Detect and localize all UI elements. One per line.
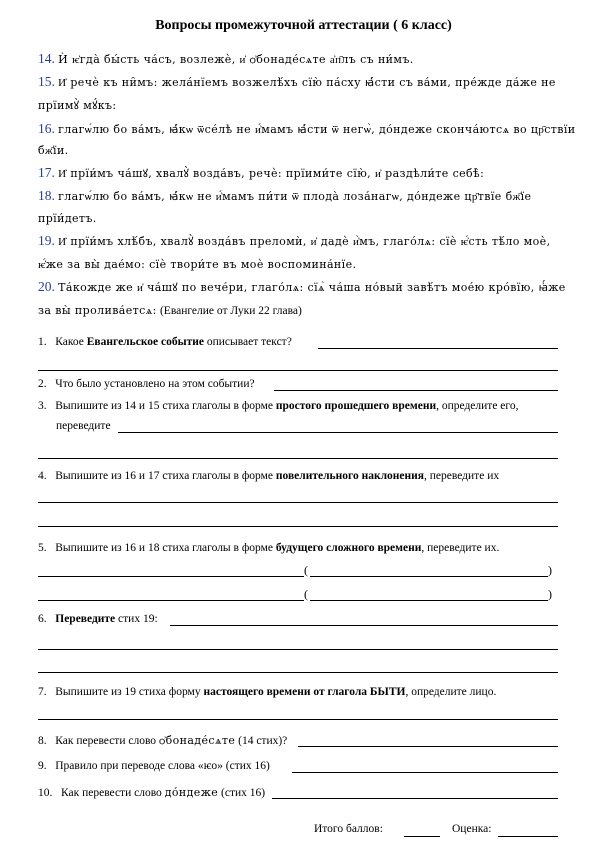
verse-16 xyxy=(38,122,578,137)
grade-field[interactable] xyxy=(498,836,558,837)
question-text: Что было установлено на этом событии? xyxy=(55,378,255,390)
verse-18 xyxy=(38,189,578,204)
verse-number: 17. xyxy=(38,165,55,180)
question-number: 4. xyxy=(38,470,47,482)
verse-18-cont xyxy=(38,211,578,226)
translation-line[interactable] xyxy=(310,600,548,601)
verse-text: прїимꙋ̀ мꙋ́къ: xyxy=(38,99,117,112)
verse-20-cont xyxy=(38,303,578,318)
question-text: Правило при переводе слова «ѥо» (стих 16) xyxy=(55,760,270,772)
verse-20 xyxy=(38,280,578,295)
answer-line[interactable] xyxy=(318,348,558,349)
verse-text: ѥ҆́же за вы̀ дае́мо: сїѐ твори́те въ моѐ воспомина́нїе. xyxy=(38,258,357,271)
open-paren: ( xyxy=(304,563,308,577)
question-text: , определите его, xyxy=(436,400,519,412)
question-text: , переведите их xyxy=(424,470,500,482)
question-emphasis: Евангельское событие xyxy=(86,336,204,348)
answer-line[interactable] xyxy=(274,390,558,391)
question-number: 3. xyxy=(38,400,47,412)
answer-line[interactable] xyxy=(38,719,558,720)
question-emphasis: повелительного наклонения xyxy=(275,470,424,482)
question-3-cont xyxy=(56,420,111,432)
answer-line[interactable] xyxy=(38,458,558,459)
verse-number: 15. xyxy=(38,74,55,89)
verse-number: 20. xyxy=(38,279,55,294)
answer-line[interactable] xyxy=(298,746,558,747)
question-10 xyxy=(38,786,265,799)
answer-line[interactable] xyxy=(292,772,558,773)
open-paren: ( xyxy=(304,587,308,601)
question-9 xyxy=(38,760,270,772)
question-text: (14 стих)? xyxy=(235,735,288,747)
answer-line[interactable] xyxy=(38,502,558,503)
total-score-field[interactable] xyxy=(404,836,440,837)
verse-16-cont xyxy=(38,143,578,158)
verse-number: 14. xyxy=(38,51,55,66)
question-number: 1. xyxy=(38,336,47,348)
verse-14 xyxy=(38,52,578,67)
close-paren: ) xyxy=(548,563,552,577)
question-text: описывает текст? xyxy=(204,336,292,348)
question-7 xyxy=(38,686,496,698)
question-5 xyxy=(38,542,499,554)
question-text: Выпишите из 16 и 18 стиха глаголы в форме xyxy=(55,542,276,554)
answer-line[interactable] xyxy=(38,649,558,650)
translation-line[interactable] xyxy=(310,576,548,577)
question-number: 5. xyxy=(38,542,47,554)
total-score-label: Итого баллов: xyxy=(314,823,383,835)
question-number: 9. xyxy=(38,760,47,772)
question-number: 7. xyxy=(38,686,47,698)
verse-text: И҆ прїи́мъ ча́шꙋ, хвалꙋ̀ возда́въ, речѐ: прїими́те сїю̀, и҆ раздѣли́те себѣ̀: xyxy=(58,167,485,180)
question-emphasis: простого прошедшего времени xyxy=(275,400,437,412)
question-text: переведите xyxy=(56,420,111,432)
verse-17 xyxy=(38,166,578,181)
verse-text: бж҃їи. xyxy=(38,144,69,157)
question-text: Выпишите из 14 и 15 стиха глаголы в форме xyxy=(55,400,276,412)
verse-number: 19. xyxy=(38,233,55,248)
verse-text: за вы̀ пролива́етсѧ: xyxy=(38,304,157,317)
question-8 xyxy=(38,734,287,747)
question-3 xyxy=(38,400,518,412)
question-text: Выпишите из 19 стиха форму xyxy=(55,686,204,698)
verse-19-cont xyxy=(38,257,578,272)
verse-text: И҆ речѐ къ ни̑мъ: жела́нїемъ возжелѣ́хъ сїю̀ па́сху ꙗ҆́сти съ ва́ми, пре́жде да́же не xyxy=(58,76,556,89)
answer-line[interactable] xyxy=(38,600,304,601)
answer-line[interactable] xyxy=(38,526,558,527)
answer-line[interactable] xyxy=(38,370,558,371)
verse-number: 18. xyxy=(38,188,55,203)
question-text: , переведите их. xyxy=(421,542,500,554)
question-text: Как перевести слово xyxy=(61,787,165,799)
verse-text: Та́кожде же и҆ ча́шꙋ по вече́ри, глаго́лѧ: сїѧ̀ ча́ша но́вый завѣ́тъ мое́ю кро́вїю, ꙗ҆́же xyxy=(58,281,566,294)
verse-text: Ѝ ѥ҆гда̀ бы́сть ча́съ, возлежѐ, и҆ ѻ҆бонаде́сѧте а҆п҃лъ съ ни́мъ. xyxy=(58,53,414,66)
answer-line[interactable] xyxy=(272,798,558,799)
question-number: 8. xyxy=(38,735,47,747)
verse-text: глагѡ́лю бо ва́мъ, ꙗ҆́кѡ ѿсе́лѣ не и҆́мамъ ꙗ҆́сти ѿ негѡ̀, до́ндеже сконча́ютсѧ во цр҃ствїи xyxy=(58,123,576,136)
church-slavonic-word: ѻ҆бонаде́сѧте xyxy=(158,734,236,747)
question-1 xyxy=(38,336,292,348)
answer-line[interactable] xyxy=(170,625,558,626)
grade-label: Оценка: xyxy=(452,823,492,835)
verse-text: И҆ прїи́мъ хлѣ́бъ, хвалꙋ̀ возда́въ преломѝ, и҆ дадѐ и҆̀мъ, глаго́лѧ: сїѐ ѥ҆́сть тѣ́ло моѐ, xyxy=(58,235,551,248)
verse-19 xyxy=(38,234,578,249)
page-title: Вопросы промежуточной аттестации ( 6 класс) xyxy=(155,18,452,33)
verse-15 xyxy=(38,75,578,90)
verse-source: (Евангелие от Луки 22 глава) xyxy=(159,305,302,317)
question-text: Выпишите из 16 и 17 стиха глаголы в форме xyxy=(55,470,276,482)
question-number: 2. xyxy=(38,378,47,390)
verse-text: глагѡ́лю бо ва́мъ, ꙗ҆́кѡ не и҆́мамъ пи́ти ѿ плода̀ лоза́нагѡ, до́ндеже цр҃твїе бж҃їе xyxy=(58,190,532,203)
answer-line[interactable] xyxy=(118,432,558,433)
question-text: стих 19: xyxy=(115,613,158,625)
question-number: 10. xyxy=(38,787,53,799)
close-paren: ) xyxy=(548,587,552,601)
answer-line[interactable] xyxy=(38,672,558,673)
question-emphasis: настоящего времени от глагола БЫТИ xyxy=(203,686,406,698)
question-text: Как перевести слово xyxy=(55,735,159,747)
question-emphasis: Переведите xyxy=(55,613,116,625)
question-2 xyxy=(38,378,255,390)
answer-line[interactable] xyxy=(38,576,304,577)
question-text: , определите лицо. xyxy=(405,686,497,698)
question-6 xyxy=(38,613,158,625)
church-slavonic-word: до́ндеже xyxy=(164,786,219,799)
question-text: Какое xyxy=(55,336,87,348)
verse-15-cont xyxy=(38,98,578,113)
question-emphasis: будущего сложного времени xyxy=(275,542,422,554)
question-text: (стих 16) xyxy=(218,787,266,799)
verse-text: прїи́детъ. xyxy=(38,212,97,225)
question-4 xyxy=(38,470,499,482)
question-number: 6. xyxy=(38,613,47,625)
verse-number: 16. xyxy=(38,121,55,136)
